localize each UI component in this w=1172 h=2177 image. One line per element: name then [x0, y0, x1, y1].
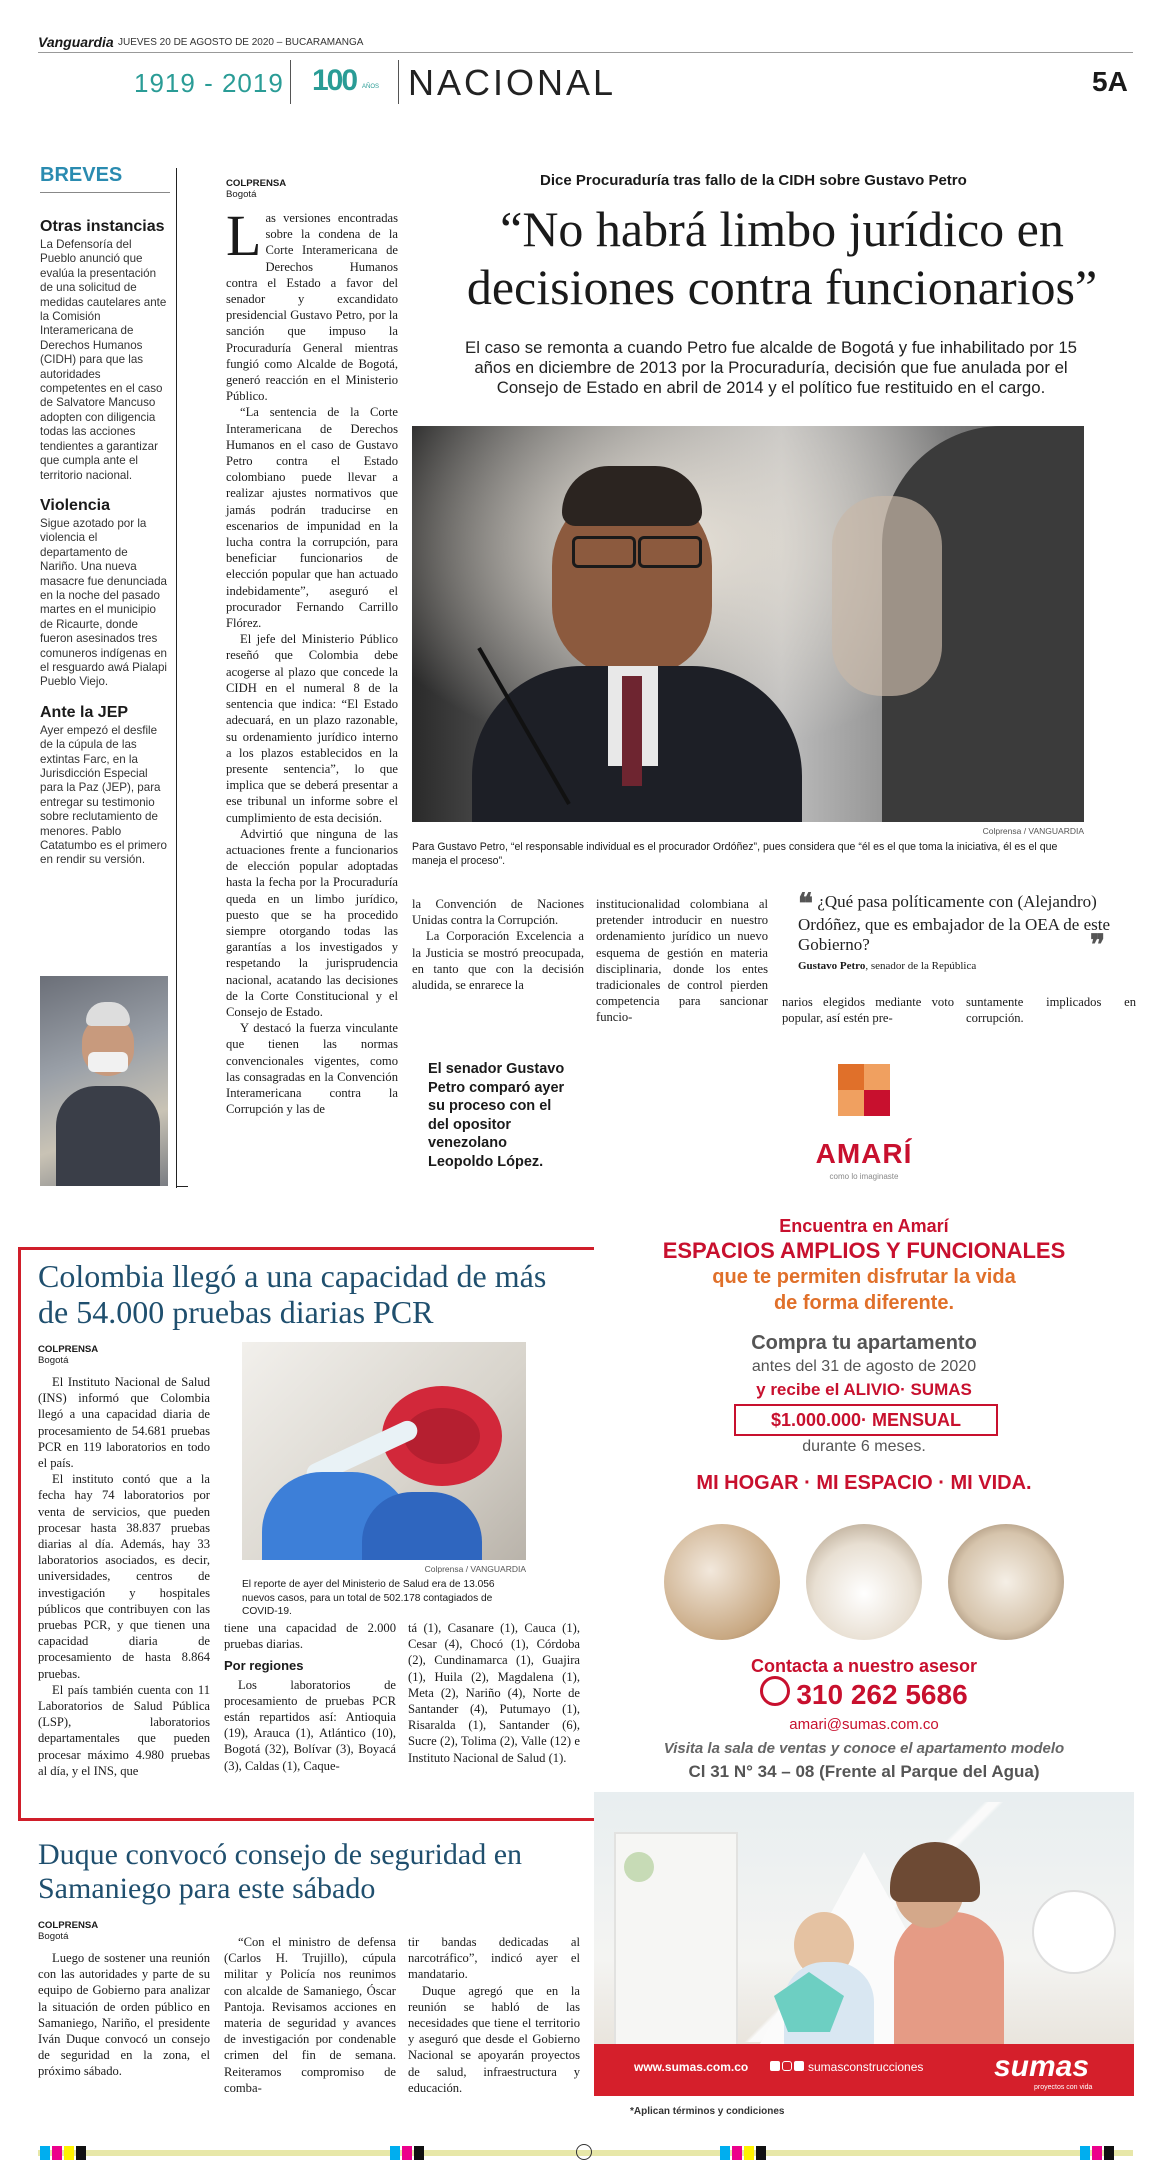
- ad-disclaimer: *Aplican términos y condiciones: [630, 2106, 785, 2117]
- room-photo-living: [948, 1524, 1064, 1640]
- price-box: $1.000.000· MENSUAL: [734, 1404, 998, 1436]
- brief-title: Violencia: [40, 496, 110, 514]
- brief-title: Ante la JEP: [40, 703, 129, 721]
- pcr-photo: [242, 1342, 526, 1560]
- photo-caption: El reporte de ayer del Ministerio de Salud era de 13.056 nuevos casos, para un total de 502.178 contagiados de COVID-19.: [242, 1579, 495, 1617]
- amari-advertisement[interactable]: AMARÍ como lo imaginaste Encuentra en Amarí ESPACIOS AMPLIOS Y FUNCIONALES que te permiten disfrutar la vida de forma diferente. Compra tu apartamento antes del 31 de agosto de 2020 y recibe el ALIVIO· SUMAS $1.000.000· MENSUAL durante 6 meses. MI HOGAR · MI ESPACIO · MI VIDA. Contacta a nuestro asesor 310 262 5686 amari@sumas.com.co Visita la sala de ventas y conoce el apartamento modelo Cl 31 N° 34 – 08 (Frente al Parque del Agua) www.sumas.com.co sumasconstrucciones sumas proyectos con vida *Aplican términos y condiciones: [594, 1044, 1134, 2128]
- room-photo-closet: [664, 1524, 780, 1640]
- section-title: NACIONAL: [408, 62, 617, 103]
- whatsapp-icon: [760, 1676, 790, 1706]
- youtube-icon: [770, 2061, 780, 2071]
- drop-cap: L: [226, 203, 262, 268]
- pull-quote: ❝ ¿Qué pasa políticamente con (Alejandro) Ordóñez, que es embajador de la OEA de este Gobierno?: [798, 889, 1111, 954]
- brief-text: La Defensoría del Pueblo anunció que evalúa la presentación de una solicitud de medidas cautelares ante la Comisión Interamericana de Derechos Humanos (CIDH) para que las autoridades competentes en el caso de Salvatore Mancuso adopten con diligencia todas las acciones tendientes a garantizar que cumpla ante el territorio nacional.: [40, 238, 167, 482]
- quote-close-icon: ❞: [1090, 930, 1106, 961]
- amari-brand: AMARÍ: [815, 1138, 913, 1169]
- duque-headline: Duque convocó consejo de seguridad en Samaniego para este sábado: [38, 1838, 523, 1905]
- ad-email[interactable]: amari@sumas.com.co: [789, 1716, 939, 1733]
- pcr-headline: Colombia llegó a una capacidad de más de 54.000 pruebas diarias PCR: [38, 1258, 547, 1330]
- photo-credit: Colprensa / VANGUARDIA: [424, 1564, 526, 1574]
- petro-photo: [412, 426, 1084, 822]
- byline: COLPRENSA Bogotá: [38, 1920, 99, 1942]
- duque-column-1: Luego de sostener una reunión con las autoridades y parte de su equipo de Gobierno para analizar la situación de orden público en Samaniego, Nariño, el presidente Iván Duque convocó un consejo de seguridad en la zona, el próximo sábado.: [38, 1951, 210, 2079]
- facebook-icon: [794, 2061, 804, 2071]
- article-column-1: Las versiones encontradas sobre la condena de la Corte Interamericana de Derechos Humanos contra el Estado a favor del senador y excandidato presidencial Gustavo Petro, por la sanción que impuso la Procuraduría General mientras fungió como Alcalde de Bogotá, generó reacción en el Ministerio Público. “La sentencia de la Corte Interamericana de Derechos Humanos en el caso de Gustavo Petro contra el Estado colombiano puede llevar a realizar ajustes normativos que jamás podrán traducirse en escenarios de impunidad en la lucha contra la corrupción, para beneficiar funcionarios de elección popular que han actuado indebidamente”, aseguró el procurador Fernando Carrillo Flórez. El jefe del Ministerio Público reseñó que Colombia debe acogerse al plazo que concede la CIDH en el numeral 8 de la sentencia que indica: “El Estado adecuará, en un plazo razonable, su ordenamiento jurídico interno a los plazos establecidos en la presente sentencia”, lo que implica que se deberá presentar a ese tribunal un informe sobre el cumplimiento de esta decisión. Advirtió que ninguna de las actuaciones frente a funcionarios de elección popular adoptadas hasta la fecha por la Procuraduría queda en un limbo jurídico, puesto que se ha procedido siempre otorgando todas las garantías a los investigados y respetando la jurisprudencia nacional, acatando las decisiones de la Corte Constitucional y el Consejo de Estado. Y destacó la fuerza vinculante que tienen las normas convencionales vigentes, como las consagradas en la Convención Interamericana contra la Corrupción y las de: [226, 203, 398, 1117]
- anniversary-logo: 100: [312, 64, 357, 97]
- ad-phone[interactable]: 310 262 5686: [594, 1676, 1134, 1711]
- room-photo-bedroom: [806, 1524, 922, 1640]
- subhead: Por regiones: [224, 1658, 304, 1674]
- brief-text: Sigue azotado por la violencia el departamento de Nariño. Una nueva masacre fue denunciada en la noche del pasado martes en el municipio de Ricaurte, donde fueron asesinados tres comuneros indígenas en el resguardo awá Pialapi Pueblo Viejo.: [40, 516, 167, 689]
- instagram-icon: [782, 2061, 792, 2071]
- article-column-5: suntamente implicados en corrupción.: [966, 995, 1136, 1026]
- ad-footer: www.sumas.com.co sumasconstrucciones sumas proyectos con vida: [594, 2044, 1134, 2096]
- ad-slogan: MI HOGAR · MI ESPACIO · MI VIDA.: [696, 1472, 1032, 1494]
- kicker: Dice Procuraduría tras fallo de la CIDH sobre Gustavo Petro: [540, 172, 967, 189]
- brand-logo: Vanguardia: [38, 34, 114, 50]
- brief-photo: [40, 976, 168, 1186]
- headline: “No habrá limbo jurídico en decisiones contra funcionarios”: [466, 201, 1098, 315]
- pcr-column-1: El Instituto Nacional de Salud (INS) informó que Colombia llegó a una capacidad diaria de procesamiento de 54.681 pruebas PCR en 119 laboratorios en todo el país. El instituto contó que a la fecha hay 74 laboratorios por venta de servicios, que pueden procesar hasta 38.837 pruebas diarias al día. Además, hay 33 laboratorios asociados, es decir, universidades, centros de investigación y hospitales públicos que contribuyen con las pruebas PCR, y que tienen una capacidad diaria de procesamiento de hasta 8.864 pruebas. El país también cuenta con 11 Laboratorios de Salud Pública (LSP), laboratorios departamentales que pueden procesar máximo 4.980 pruebas al día, y el INS, que: [38, 1375, 210, 1778]
- duque-column-2: “Con el ministro de defensa (Carlos H. Trujillo), cúpula militar y Policía nos reunimos con alcalde de Samaniego, Óscar Pantoja. Revisamos acciones en materia de seguridad y avances de investigación por condenable crimen del fin de semana. Reiteramos compromiso de comba-: [224, 1935, 396, 2095]
- amari-logo-icon: [824, 1064, 904, 1132]
- photo-credit: Colprensa / VANGUARDIA: [982, 826, 1084, 836]
- quote-attribution: Gustavo Petro, senador de la República: [798, 960, 977, 972]
- dek: El caso se remonta a cuando Petro fue alcalde de Bogotá y fue inhabilitado por 15 años en diciembre de 2013 por la Procuraduría, decisión que fue anulada por el Consejo de Estado en abril de 2014 y el político fue restituido en el cargo.: [465, 338, 1077, 397]
- quote-open-icon: ❝: [798, 889, 814, 920]
- pcr-column-3: tá (1), Casanare (1), Cauca (1), Cesar (4), Chocó (1), Córdoba (2), Cundinamarca (1), Guajira (1), Huila (2), Magdalena (1), Meta (2), Nariño (4), Norte de Santander (4), Putumayo (1), Risaralda (1), Santander (6), Sucre (2), Tolima (2), Valle (12) e Instituto Nacional de Salud (1).: [408, 1621, 580, 1765]
- briefs-header: BREVES: [40, 164, 123, 186]
- brief-text: Ayer empezó el desfile de la cúpula de las extintas Farc, en la Jurisdicción Especial para la Paz (JEP), para entregar su testimonio sobre reclutamiento de menores. Pablo Catatumbo es el primero en rendir su versión.: [40, 723, 167, 867]
- dateline: JUEVES 20 DE AGOSTO DE 2020 – BUCARAMANGA: [118, 37, 364, 48]
- duque-column-3: tir bandas dedicadas al narcotráfico”, indicó ayer el mandatario. Duque agregó que en la reunión se habló de las necesidades que tiene el territorio y aseguró que desde el Gobierno Nacional se apoyarán proyectos de salud, infraestructura y educación.: [408, 1935, 580, 2095]
- years-label: 1919 - 2019: [134, 68, 284, 98]
- social-handle[interactable]: sumasconstrucciones: [770, 2060, 923, 2074]
- byline: COLPRENSA Bogotá: [38, 1344, 99, 1366]
- byline: COLPRENSA Bogotá: [226, 178, 287, 200]
- sidebar-note: El senador Gustavo Petro comparó ayer su proceso con el del opositor venezolano Leopoldo López.: [428, 1061, 565, 1170]
- masthead-rule: [38, 52, 1133, 53]
- briefs-divider: [176, 168, 177, 1188]
- article-column-4: narios elegidos mediante voto popular, así estén pre-: [782, 995, 954, 1026]
- photo-caption: Para Gustavo Petro, “el responsable individual es el procurador Ordóñez”, pues considera que “él es el que toma la iniciativa, él es el que maneja el proceso”.: [412, 841, 1058, 867]
- article-column-2: la Convención de Naciones Unidas contra la Corrupción. La Corporación Excelencia a la Justicia se mostró preocupada, en tanto que con la decisión aludida, se enrarece la: [412, 897, 584, 993]
- brief-title: Otras instancias: [40, 218, 165, 235]
- page-number: 5A: [1092, 66, 1128, 97]
- ad-website[interactable]: www.sumas.com.co: [634, 2060, 749, 2074]
- pcr-column-2: tiene una capacidad de 2.000 pruebas diarias. Por regiones Los laboratorios de procesamiento de pruebas PCR están repartidos así: Antioquia (19), Arauca (1), Atlántico (10), Bogotá (32), Bolívar (3), Boyacá (3), Caldas (1), Caque-: [224, 1621, 396, 1773]
- article-column-3: institucionalidad colombiana al pretender introducir en nuestro ordenamiento jurídico un nuevo esquema de gestión en materia disciplinaria, donde los entes tradicionales de control pierden competencia para sancionar funcio-: [596, 897, 768, 1025]
- sumas-logo: sumas: [994, 2050, 1090, 2083]
- registration-mark-icon: [576, 2144, 592, 2160]
